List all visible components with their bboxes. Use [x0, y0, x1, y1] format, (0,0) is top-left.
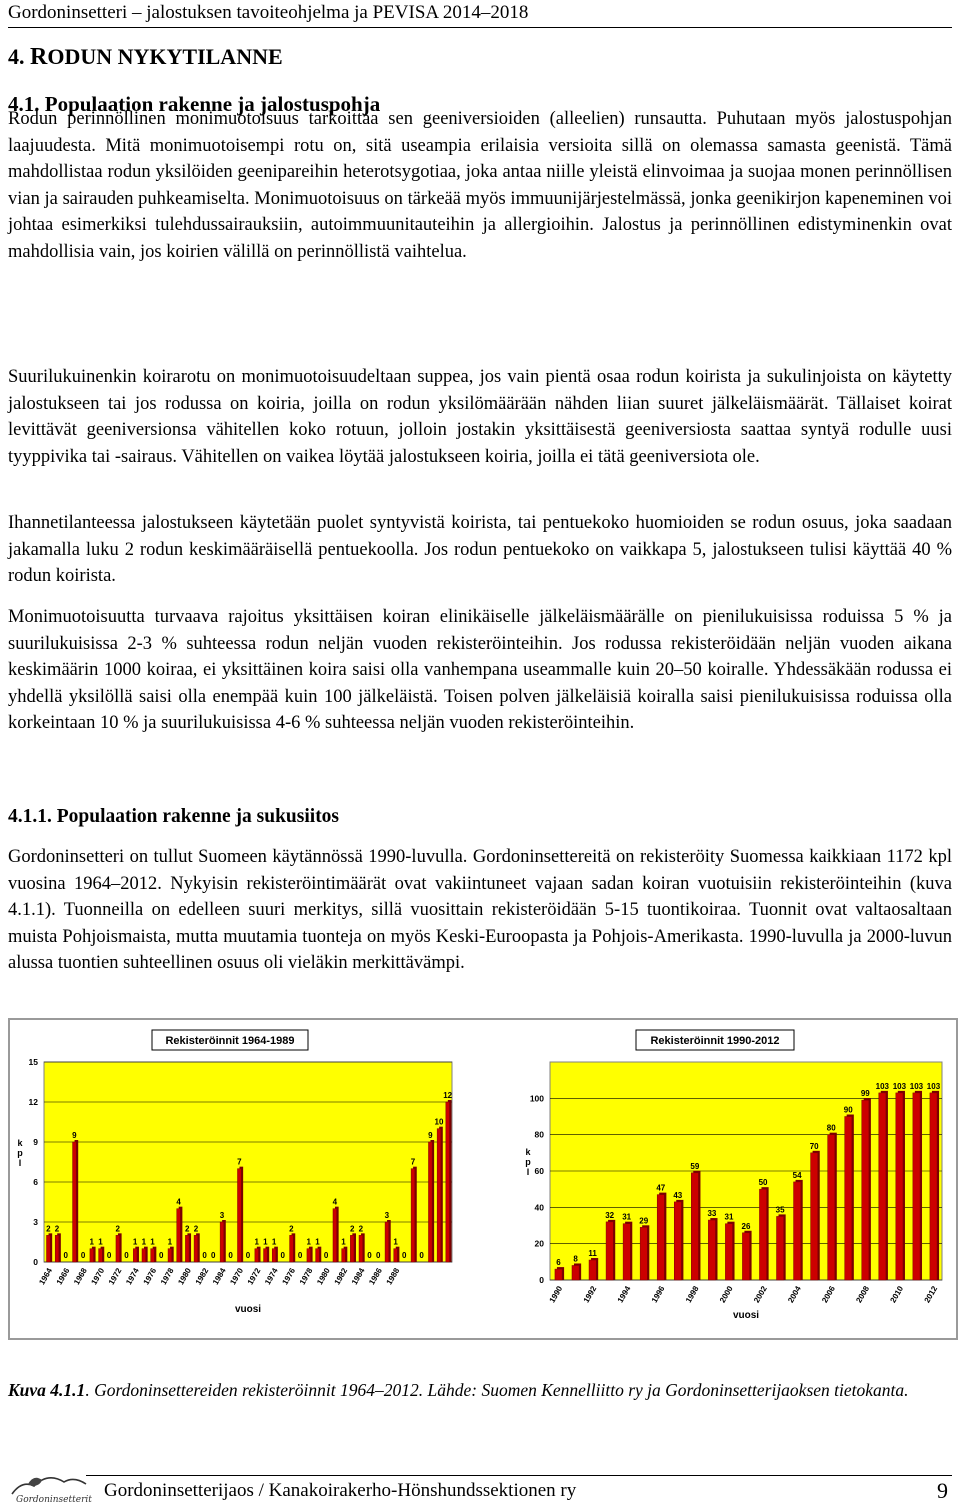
bar — [896, 1093, 903, 1280]
footer-divider — [86, 1475, 952, 1476]
data-label: 2 — [289, 1224, 294, 1234]
bar — [428, 1142, 432, 1262]
data-label: 1 — [263, 1237, 268, 1247]
bar — [623, 1224, 630, 1280]
x-tick-label: 1992 — [581, 1284, 599, 1305]
data-label: 47 — [656, 1183, 666, 1193]
y-axis-label-letter: k — [525, 1147, 531, 1157]
x-tick-label: 1976 — [280, 1266, 298, 1287]
y-tick-label: 6 — [33, 1177, 38, 1187]
x-tick-label: 1972 — [245, 1266, 263, 1287]
bar — [99, 1249, 103, 1262]
y-tick-label: 9 — [33, 1137, 38, 1147]
x-tick-label: 1994 — [615, 1284, 633, 1305]
bar — [411, 1169, 415, 1262]
data-label: 1 — [306, 1237, 311, 1247]
bar — [116, 1235, 120, 1262]
y-axis-label-letter: p — [525, 1157, 531, 1167]
section-title-rest: ODUN NYKYTILANNE — [47, 44, 283, 69]
bar — [725, 1224, 732, 1280]
data-label: 2 — [349, 1224, 355, 1234]
x-tick-label: 1998 — [683, 1284, 701, 1305]
y-tick-label: 12 — [28, 1097, 38, 1107]
bar — [290, 1235, 294, 1262]
data-label: 1 — [141, 1237, 147, 1247]
data-label: 0 — [63, 1251, 68, 1260]
section-first-letter: R — [30, 44, 48, 70]
bar — [272, 1249, 276, 1262]
x-tick-label: 1984 — [210, 1266, 228, 1287]
data-label: 29 — [639, 1216, 649, 1226]
figure-caption — [8, 1378, 952, 1402]
x-tick-label: 2002 — [752, 1284, 769, 1305]
bar — [777, 1216, 784, 1280]
x-tick-label: 1988 — [384, 1266, 402, 1287]
data-label: 31 — [724, 1212, 734, 1222]
data-label: 0 — [211, 1251, 216, 1260]
y-axis-label-letter: p — [17, 1148, 23, 1158]
bar — [385, 1222, 389, 1262]
data-label: 2 — [193, 1224, 199, 1234]
bar — [255, 1249, 259, 1262]
data-label: 0 — [419, 1251, 424, 1260]
x-axis-label: vuosi — [732, 1310, 760, 1321]
bar — [446, 1102, 450, 1262]
bar — [794, 1182, 801, 1280]
data-label: 70 — [809, 1141, 819, 1151]
data-label: 7 — [237, 1157, 242, 1167]
x-tick-label: 1980 — [176, 1266, 193, 1287]
caption-label: Kuva 4.1.1 — [8, 1380, 86, 1400]
bar — [742, 1233, 749, 1280]
data-label: 103 — [875, 1081, 890, 1091]
data-label: 0 — [245, 1251, 251, 1260]
data-label: 9 — [72, 1131, 77, 1140]
data-label: 35 — [775, 1205, 785, 1215]
bar — [55, 1235, 59, 1262]
y-axis-label-letter: l — [526, 1167, 530, 1177]
data-label: 2 — [54, 1224, 60, 1234]
bar — [142, 1249, 146, 1262]
bar — [133, 1249, 137, 1262]
data-label: 1 — [271, 1237, 277, 1247]
x-tick-label: 1966 — [54, 1266, 72, 1287]
paragraph-narrow-base: Suurilukuinenkin koirarotu on monimuotoisuudeltaan suppea, jos vain pientä osaa rodun koirista ja sukulinjoista on käytetty jalostukseen tai jos rodussa on koiria, joilla on rodun yksilömäärään nähden liian suuret jälkeläismäärät. Tällaiset koirat levittävät geeniversionsa vähitellen koko rotuun, jolloin jostakin yksittäisestä geeniversiosta saattaa syntyä rodulle uusi tyyppivika tai -sairaus. Vähitellen on vaikea löytää jalostukseen koiria, joilla ei tätä geeniversiota ole. — [8, 367, 952, 467]
subsubsection-heading: 4.1.1. Populaation rakenne ja sukusiitos — [8, 806, 340, 827]
bar — [657, 1195, 664, 1280]
data-label: 3 — [384, 1211, 390, 1220]
x-tick-label: 1978 — [297, 1266, 315, 1287]
data-label: 4 — [332, 1197, 338, 1207]
bar — [437, 1129, 441, 1262]
data-label: 1 — [341, 1237, 346, 1247]
data-label: 0 — [228, 1251, 233, 1260]
data-label: 0 — [367, 1251, 372, 1260]
y-tick-label: 40 — [534, 1202, 544, 1213]
y-tick-label: 20 — [534, 1238, 544, 1249]
chart-1 — [17, 1030, 452, 1315]
y-axis-label-letter: l — [18, 1158, 22, 1168]
footer-organization: Gordoninsetterijaos / Kanakoirakerho-Hönshundssektionen ry — [104, 1480, 577, 1501]
x-tick-label: 1984 — [349, 1266, 367, 1287]
caption-text: . Gordoninsettereiden rekisteröinnit 1964–2012. Lähde: Suomen Kennelliitto ry ja Gordoninsetterijaoksen tietokanta. — [85, 1380, 909, 1400]
x-tick-label: 1974 — [124, 1266, 141, 1287]
registration-charts — [8, 1018, 958, 1340]
bar — [73, 1142, 77, 1262]
x-tick-label: 1970 — [228, 1266, 246, 1287]
bar — [264, 1249, 268, 1262]
subsection-heading: 4.1. Populaation rakenne ja jalostuspohja — [8, 92, 381, 116]
x-tick-label: 1978 — [158, 1266, 176, 1287]
x-tick-label: 1968 — [72, 1266, 89, 1287]
data-label: 0 — [106, 1251, 112, 1260]
data-label: 1 — [315, 1237, 320, 1247]
bar — [342, 1249, 346, 1262]
bar — [862, 1100, 869, 1280]
y-tick-label: 80 — [534, 1129, 544, 1140]
data-label: 26 — [741, 1221, 751, 1231]
club-logo-icon — [8, 1462, 92, 1506]
chart-title: Rekisteröinnit 1964-1989 — [165, 1035, 295, 1047]
bar — [220, 1222, 224, 1262]
bar — [640, 1227, 647, 1280]
header-divider — [8, 27, 952, 28]
y-tick-label: 0 — [539, 1275, 544, 1285]
data-label: 32 — [605, 1210, 615, 1220]
data-label: 1 — [393, 1237, 398, 1247]
bar — [674, 1202, 681, 1280]
x-tick-label: 1980 — [315, 1266, 332, 1287]
data-label: 11 — [588, 1249, 597, 1259]
x-tick-label: 1974 — [263, 1266, 280, 1287]
x-tick-label: 1976 — [141, 1266, 159, 1287]
page-number: 9 — [937, 1478, 948, 1503]
section-number: 4. — [8, 44, 25, 69]
data-label: 103 — [909, 1081, 924, 1091]
x-tick-label: 2008 — [854, 1284, 872, 1305]
data-label: 0 — [202, 1251, 207, 1260]
bar — [350, 1235, 354, 1262]
data-label: 43 — [673, 1190, 683, 1200]
bar — [359, 1235, 363, 1262]
x-tick-label: 1982 — [332, 1266, 350, 1287]
data-label: 0 — [323, 1251, 329, 1260]
paragraph-population: Gordoninsetteri on tullut Suomeen käytännössä 1990-luvulla. Gordoninsettereitä on rekisteröity Suomessa kaikkiaan 1172 kpl vuosina 1964–2012. Nykyisin rekisteröintimäärät ovat vakiintuneet vajaan sadan koiran vuotuisiin rekisteröinteihin (kuva 4.1.1). Tuonneilla on edelleen suuri merkitys, sillä vuosittain rekisteröidään 5-15 tuontikoiraa. Tuonnit ovat valtaosaltaan muista Pohjoismaista, mutta muutamia tuonteja on myös Keski-Euroopasta ja Pohjois-Amerikasta. 1990-luvulla ja 2000-luvun alussa tuontien suhteellinen osuus oli vieläkin merkittävämpi. — [8, 847, 952, 973]
data-label: 0 — [375, 1251, 381, 1260]
bar — [394, 1249, 398, 1262]
data-label: 6 — [556, 1258, 561, 1268]
data-label: 1 — [254, 1237, 259, 1247]
data-label: 0 — [80, 1251, 86, 1260]
bar — [589, 1260, 596, 1280]
bar — [237, 1169, 241, 1262]
x-axis-label: vuosi — [234, 1304, 262, 1315]
data-label: 0 — [402, 1251, 407, 1260]
bar — [185, 1235, 189, 1262]
data-label: 1 — [89, 1237, 94, 1247]
bar — [828, 1135, 835, 1280]
y-tick-label: 15 — [28, 1057, 38, 1067]
chart-title: Rekisteröinnit 1990-2012 — [650, 1035, 780, 1047]
bar — [913, 1093, 920, 1280]
data-label: 9 — [428, 1131, 433, 1140]
bar — [307, 1249, 311, 1262]
data-label: 103 — [892, 1081, 907, 1091]
data-label: 1 — [150, 1237, 155, 1247]
data-label: 1 — [132, 1237, 138, 1247]
y-tick-label: 3 — [33, 1217, 38, 1227]
data-label: 33 — [707, 1209, 717, 1219]
x-tick-label: 2006 — [820, 1284, 837, 1305]
data-label: 4 — [176, 1197, 181, 1207]
x-tick-label: 2012 — [922, 1284, 940, 1305]
plot-area — [44, 1062, 452, 1262]
section-heading — [8, 44, 283, 71]
bar — [759, 1189, 766, 1280]
data-label: 1 — [98, 1237, 103, 1247]
chart-2 — [525, 1030, 942, 1321]
x-tick-label: 2000 — [717, 1284, 735, 1305]
bar — [316, 1249, 320, 1262]
data-label: 99 — [860, 1089, 870, 1099]
bar — [845, 1117, 852, 1281]
bar — [930, 1093, 937, 1280]
data-label: 2 — [46, 1224, 51, 1234]
y-tick-label: 100 — [529, 1093, 544, 1104]
data-label: 3 — [219, 1211, 225, 1220]
bar — [691, 1173, 698, 1280]
data-label: 7 — [410, 1157, 416, 1167]
x-tick-label: 1972 — [106, 1266, 124, 1287]
bar — [555, 1269, 562, 1280]
x-tick-label: 2004 — [786, 1284, 803, 1305]
data-label: 2 — [115, 1224, 121, 1234]
data-label: 8 — [573, 1254, 578, 1264]
data-label: 0 — [280, 1251, 285, 1260]
bar — [811, 1153, 818, 1280]
x-tick-label: 1970 — [89, 1266, 107, 1287]
bar — [151, 1249, 155, 1262]
x-tick-label: 1990 — [547, 1284, 565, 1305]
data-label: 2 — [358, 1224, 364, 1234]
x-tick-label: 1982 — [193, 1266, 211, 1287]
y-tick-label: 0 — [33, 1257, 38, 1267]
bar — [572, 1265, 579, 1280]
data-label: 80 — [826, 1123, 836, 1133]
bar — [168, 1249, 172, 1262]
bar — [879, 1093, 886, 1280]
x-tick-label: 1986 — [367, 1266, 384, 1287]
x-tick-label: 1964 — [37, 1266, 55, 1287]
data-label: 54 — [792, 1170, 802, 1180]
data-label: 2 — [185, 1224, 190, 1234]
data-label: 0 — [297, 1251, 303, 1260]
paragraph-diversity: Rodun perinnöllinen monimuotoisuus tarkoittaa sen geeniversioiden (alleelien) runsautta. Puhutaan myös jalostuspohjan laajuudesta. Mitä monimuotoisempi rotu on, sitä useampia erilaisia versioita sillä on olemassa samasta geenistä. Tämä mahdollistaa rodun yksilöiden geenipareihin heterotsygotiaa, joka antaa niille yleistä elinvoimaa ja suojaa monen perinnöllisen vian ja sairauden puhkeamiselta. Monimuotoisuus on tärkeää myös immuunijärjestelmässä, jonka geenikirjon kapeneminen voi johtaa esimerkiksi tulehdussairauksiin, autoimmuunitauteihin ja allergioihin. Jalostus ja perinnöllinen edistyminenkin ovat mahdollisia vain, jos koirien välillä on perinnöllistä vaihtelua. — [8, 109, 952, 262]
bar — [333, 1209, 337, 1262]
bar — [177, 1209, 181, 1262]
data-label: 31 — [622, 1212, 632, 1222]
paragraph-offspring-limits: Monimuotoisuutta turvaava rajoitus yksittäisen koiran elinikäiselle jälkeläismäärälle on pienilukuisissa roduissa 5 % ja suurilukuisissa 2-3 % suhteessa rodun neljän vuoden rekisteröinteihin. Jos rodussa rekisteröidään neljän vuoden aikana keskimäärin 1000 koiraa, ei yksittäinen koira saisi olla vanhempana useammalle kuin 20–50 koiralle. Yhdessäkään rodussa ei yhdellä yksilöllä saisi olla enempää kuin 100 jälkeläistä. Toisen polven jälkeläisiä koiralla saisi pienilukuisissa roduissa olla korkeintaan 10 % ja suurilukuisissa 4-6 % suhteessa neljän vuoden rekisteröinteihin. — [8, 607, 952, 733]
logo-lettering: Gordoninsetterit — [16, 1495, 92, 1505]
page-header: Gordoninsetteri – jalostuksen tavoiteohjelma ja PEVISA 2014–2018 — [8, 2, 529, 23]
charts-svg — [10, 1020, 956, 1338]
data-label: 10 — [434, 1117, 444, 1127]
bar — [90, 1249, 94, 1262]
x-tick-label: 1996 — [649, 1284, 667, 1305]
data-label: 50 — [758, 1178, 768, 1188]
data-label: 90 — [843, 1105, 853, 1115]
y-tick-label: 60 — [534, 1166, 544, 1176]
data-label: 59 — [690, 1161, 700, 1171]
data-label: 0 — [158, 1251, 164, 1260]
bar — [47, 1235, 51, 1262]
paragraph-ideal-use: Ihannetilanteessa jalostukseen käytetään puolet syntyvistä koirista, tai pentuekoko huomioiden se rodun osuus, joka saadaan jakamalla luku 2 rodun keskimääräisellä pentuekoolla. Jos rodun pentuekoko on vaikkapa 5, jalostukseen tulisi käyttää 40 % rodun koirista. — [8, 513, 952, 586]
y-axis-label-letter: k — [17, 1138, 23, 1148]
bar — [194, 1235, 198, 1262]
data-label: 1 — [167, 1237, 173, 1247]
data-label: 103 — [926, 1081, 941, 1091]
bar — [708, 1220, 715, 1280]
data-label: 0 — [124, 1251, 129, 1260]
data-label: 12 — [443, 1091, 453, 1100]
bar — [606, 1222, 613, 1280]
x-tick-label: 2010 — [888, 1284, 906, 1305]
